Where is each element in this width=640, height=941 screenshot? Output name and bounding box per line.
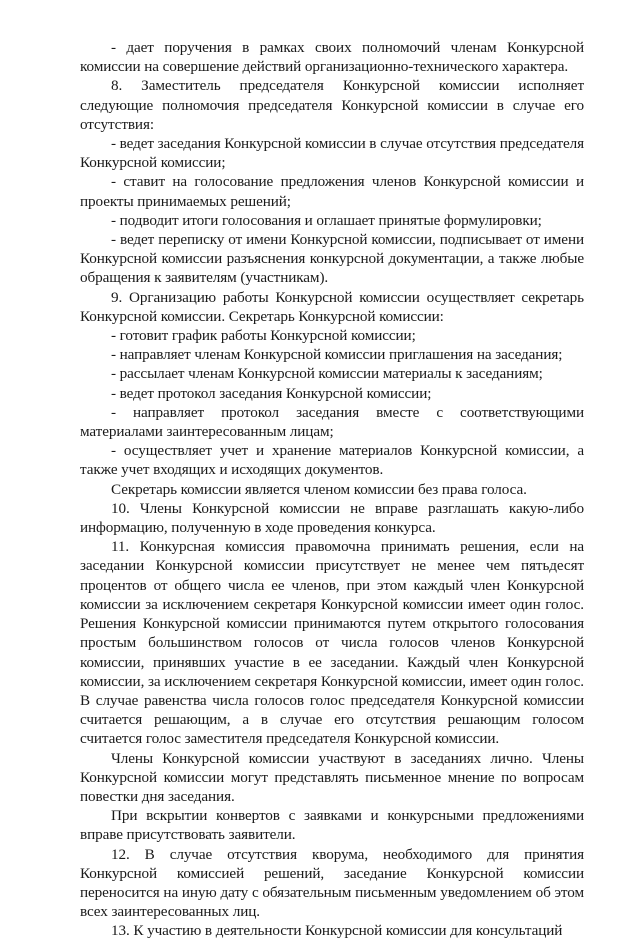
paragraph: - ставит на голосование предложения членов Конкурсной комиссии и проекты принимаемых решений;: [80, 173, 584, 210]
paragraph: - ведет переписку от имени Конкурсной комиссии, подписывает от имени Конкурсной комиссии разъяснения конкурсной документации, а также любые обращения к заявителям (участникам).: [80, 231, 584, 287]
paragraph: - осуществляет учет и хранение материалов Конкурсной комиссии, а также учет входящих и исходящих документов.: [80, 442, 584, 479]
paragraph: - ведет заседания Конкурсной комиссии в случае отсутствия председателя Конкурсной комиссии;: [80, 135, 585, 172]
paragraph: 9. Организацию работы Конкурсной комиссии осуществляет секретарь Конкурсной комиссии. Секретарь Конкурсной комиссии:: [80, 288, 584, 325]
paragraph: 10. Члены Конкурсной комиссии не вправе разглашать какую-либо информацию, полученную в ходе проведения конкурса.: [80, 499, 584, 537]
paragraph: - дает поручения в рамках своих полномочий членам Конкурсной комиссии на совершение действий организационно-технического характера.: [80, 39, 584, 76]
paragraph: Члены Конкурсной комиссии участвуют в заседаниях лично. Члены Конкурсной комиссии могут представлять письменное мнение по вопросам повестки дня заседания.: [80, 749, 584, 805]
paragraph: - подводит итоги голосования и оглашает принятые формулировки;: [111, 211, 542, 229]
paragraph: - готовит график работы Конкурсной комиссии;: [111, 327, 416, 345]
paragraph: - направляет протокол заседания вместе с соответствующими материалами заинтересованным лицам;: [80, 403, 584, 441]
document-text: [80, 38, 584, 941]
paragraph: 8. Заместитель председателя Конкурсной комиссии исполняет следующие полномочия председателя Конкурсной комиссии в случае его отсутствия:: [80, 77, 584, 133]
paragraph: 12. В случае отсутствия кворума, необходимого для принятия Конкурсной комиссией решений, заседание Конкурсной комиссии переносится на иную дату с обязательным письменным уведомлением об этом всех заинтересованных лиц.: [80, 845, 584, 921]
paragraph: Секретарь комиссии является членом комиссии без права голоса.: [111, 480, 527, 498]
paragraph: - направляет членам Конкурсной комиссии приглашения на заседания;: [111, 346, 563, 364]
paragraph: - рассылает членам Конкурсной комиссии материалы к заседаниям;: [111, 365, 543, 383]
paragraph: - ведет протокол заседания Конкурсной комиссии;: [111, 384, 432, 402]
paragraph: При вскрытии конвертов с заявками и конкурсными предложениями вправе присутствовать заявители.: [80, 807, 584, 844]
paragraph: 13. К участию в деятельности Конкурсной комиссии для консультаций: [111, 922, 563, 940]
paragraph: 11. Конкурсная комиссия правомочна принимать решения, если на заседании Конкурсной комиссии присутствует не менее чем пятьдесят процентов от общего числа ее членов, при этом каждый член Конкурсной комиссии за исключением секретаря Конкурсной комиссии имеет один голос. Решения Конкурсной комиссии принимаются путем открытого голосования простым большинством голосов от числа голосов членов Конкурсной комиссии, принявших участие в ее заседании. Каждый член Конкурсной комиссии, за исключением секретаря Конкурсной комиссии, имеет один голос. В случае равенства числа голосов голос председателя Конкурсной комиссии считается решающим, а в случае его отсутствия решающим голосом считается голос заместителя председателя Конкурсной комиссии.: [80, 538, 584, 748]
